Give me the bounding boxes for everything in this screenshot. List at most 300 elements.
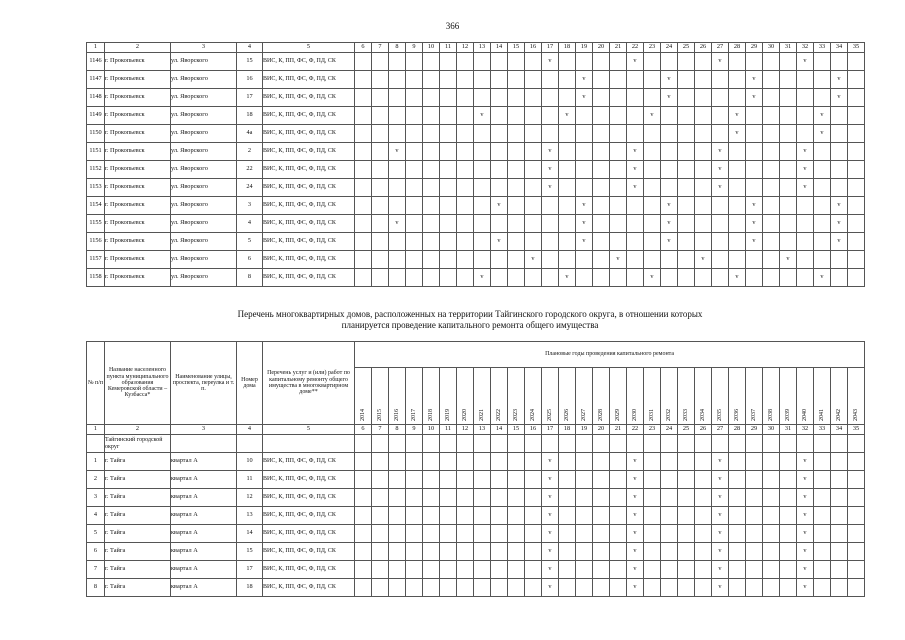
row-number: 1153 bbox=[87, 179, 105, 197]
year-cell bbox=[440, 489, 457, 507]
year-mark-cell: v bbox=[831, 215, 848, 233]
year-cell bbox=[508, 543, 525, 561]
row-street: ул. Яворского bbox=[171, 89, 237, 107]
year-cell bbox=[559, 89, 576, 107]
year-cell bbox=[661, 471, 678, 489]
year-cell bbox=[355, 251, 372, 269]
year-cell bbox=[457, 525, 474, 543]
year-cell bbox=[848, 233, 865, 251]
row-city: г. Прокопьевск bbox=[105, 197, 171, 215]
year-cell bbox=[763, 579, 780, 597]
year-cell bbox=[848, 543, 865, 561]
row-services: ВИС, К, ПП, ФС, Ф, ПД, СК bbox=[263, 233, 355, 251]
year-header-cell bbox=[729, 368, 746, 425]
year-mark-cell: v bbox=[712, 561, 729, 579]
row-number: 1151 bbox=[87, 143, 105, 161]
row-city: г. Прокопьевск bbox=[105, 107, 171, 125]
year-cell bbox=[678, 53, 695, 71]
row-street: квартал А bbox=[171, 561, 237, 579]
year-header-cell bbox=[559, 368, 576, 425]
column-number-cell: 7 bbox=[372, 43, 389, 53]
year-cell bbox=[814, 489, 831, 507]
year-cell bbox=[678, 89, 695, 107]
year-mark-cell: v bbox=[627, 525, 644, 543]
year-cell bbox=[355, 53, 372, 71]
year-cell bbox=[814, 215, 831, 233]
year-mark-cell: v bbox=[780, 251, 797, 269]
year-cell bbox=[678, 197, 695, 215]
program-table-taiga bbox=[86, 341, 865, 597]
year-cell bbox=[355, 71, 372, 89]
row-city: г. Прокопьевск bbox=[105, 89, 171, 107]
year-cell bbox=[678, 107, 695, 125]
year-cell bbox=[780, 161, 797, 179]
year-cell bbox=[542, 233, 559, 251]
year-cell bbox=[627, 197, 644, 215]
year-cell bbox=[831, 125, 848, 143]
year-cell bbox=[491, 579, 508, 597]
row-services: ВИС, К, ПП, ФС, Ф, ПД, СК bbox=[263, 215, 355, 233]
year-cell bbox=[474, 161, 491, 179]
column-number-row bbox=[87, 43, 865, 53]
year-cell bbox=[746, 161, 763, 179]
page-number: 366 bbox=[445, 21, 460, 31]
year-cell bbox=[627, 251, 644, 269]
year-cell bbox=[525, 471, 542, 489]
row-number: 1156 bbox=[87, 233, 105, 251]
year-cell bbox=[372, 453, 389, 471]
row-street: ул. Яворского bbox=[171, 71, 237, 89]
year-cell bbox=[763, 143, 780, 161]
year-header-cell bbox=[610, 368, 627, 425]
year-cell bbox=[763, 125, 780, 143]
section-empty-cell bbox=[474, 435, 491, 453]
column-number-cell: 11 bbox=[440, 43, 457, 53]
year-cell bbox=[559, 579, 576, 597]
year-cell bbox=[508, 179, 525, 197]
year-cell bbox=[525, 143, 542, 161]
table-row bbox=[87, 579, 865, 597]
year-cell bbox=[593, 125, 610, 143]
year-cell bbox=[355, 89, 372, 107]
column-number-cell: 5 bbox=[263, 43, 355, 53]
year-cell bbox=[406, 269, 423, 287]
year-cell bbox=[831, 53, 848, 71]
year-cell bbox=[355, 197, 372, 215]
year-cell bbox=[644, 251, 661, 269]
year-cell bbox=[559, 179, 576, 197]
year-cell bbox=[457, 471, 474, 489]
year-cell bbox=[661, 161, 678, 179]
year-cell bbox=[848, 89, 865, 107]
year-cell bbox=[372, 215, 389, 233]
year-cell bbox=[406, 197, 423, 215]
year-cell bbox=[372, 543, 389, 561]
row-city: г. Тайга bbox=[105, 453, 171, 471]
row-number: 4 bbox=[87, 507, 105, 525]
year-cell bbox=[610, 107, 627, 125]
year-mark-cell: v bbox=[814, 125, 831, 143]
section-empty-cell bbox=[678, 435, 695, 453]
year-cell bbox=[831, 543, 848, 561]
year-cell bbox=[542, 197, 559, 215]
year-cell bbox=[457, 251, 474, 269]
year-cell bbox=[780, 197, 797, 215]
year-mark-cell: v bbox=[797, 161, 814, 179]
row-number: 5 bbox=[87, 525, 105, 543]
year-cell bbox=[746, 471, 763, 489]
year-cell bbox=[457, 89, 474, 107]
column-number-cell: 9 bbox=[406, 43, 423, 53]
year-cell bbox=[491, 251, 508, 269]
year-cell bbox=[763, 89, 780, 107]
year-mark-cell: v bbox=[797, 143, 814, 161]
row-house: 6 bbox=[237, 251, 263, 269]
row-house: 5 bbox=[237, 233, 263, 251]
year-cell bbox=[372, 107, 389, 125]
year-cell bbox=[491, 107, 508, 125]
year-cell bbox=[508, 471, 525, 489]
year-mark-cell: v bbox=[729, 269, 746, 287]
year-cell bbox=[729, 179, 746, 197]
year-cell bbox=[593, 561, 610, 579]
column-number-cell: 2 bbox=[105, 43, 171, 53]
row-street: ул. Яворского bbox=[171, 179, 237, 197]
year-label: 2021 bbox=[478, 409, 485, 421]
row-street: ул. Яворского bbox=[171, 143, 237, 161]
year-cell bbox=[474, 233, 491, 251]
year-cell bbox=[848, 489, 865, 507]
year-cell bbox=[542, 107, 559, 125]
year-cell bbox=[695, 143, 712, 161]
year-cell bbox=[474, 525, 491, 543]
year-mark-cell: v bbox=[712, 471, 729, 489]
year-mark-cell: v bbox=[542, 561, 559, 579]
year-cell bbox=[508, 143, 525, 161]
year-cell bbox=[576, 161, 593, 179]
row-services: ВИС, К, ПП, ФС, Ф, ПД, СК bbox=[263, 125, 355, 143]
year-cell bbox=[729, 197, 746, 215]
section-row bbox=[87, 435, 865, 453]
column-number-cell: 10 bbox=[423, 425, 440, 435]
column-number-cell: 29 bbox=[746, 43, 763, 53]
table-row bbox=[87, 125, 865, 143]
year-cell bbox=[814, 251, 831, 269]
header-street: Наименование улицы, проспекта, переулка и т. п. bbox=[171, 342, 237, 425]
year-cell bbox=[576, 251, 593, 269]
table-row bbox=[87, 215, 865, 233]
column-number-cell: 23 bbox=[644, 425, 661, 435]
year-cell bbox=[355, 107, 372, 125]
year-mark-cell: v bbox=[797, 525, 814, 543]
year-mark-cell: v bbox=[695, 251, 712, 269]
row-street: квартал А bbox=[171, 543, 237, 561]
year-cell bbox=[355, 543, 372, 561]
year-cell bbox=[746, 269, 763, 287]
column-number-cell: 1 bbox=[87, 43, 105, 53]
year-cell bbox=[644, 197, 661, 215]
year-cell bbox=[491, 471, 508, 489]
year-cell bbox=[406, 89, 423, 107]
year-cell bbox=[457, 197, 474, 215]
year-cell bbox=[746, 143, 763, 161]
section-title-line1: Перечень многоквартирных домов, расположенных на территории Тайгинского городского округа, в отношении которых bbox=[237, 309, 703, 319]
column-number-cell: 27 bbox=[712, 43, 729, 53]
year-cell bbox=[678, 561, 695, 579]
table-row bbox=[87, 107, 865, 125]
year-cell bbox=[763, 215, 780, 233]
year-cell bbox=[763, 107, 780, 125]
year-cell bbox=[848, 561, 865, 579]
year-cell bbox=[440, 453, 457, 471]
year-cell bbox=[763, 179, 780, 197]
row-services: ВИС, К, ПП, ФС, Ф, ПД, СК bbox=[263, 507, 355, 525]
year-cell bbox=[644, 161, 661, 179]
year-mark-cell: v bbox=[712, 507, 729, 525]
year-cell bbox=[389, 269, 406, 287]
year-cell bbox=[848, 53, 865, 71]
row-services: ВИС, К, ПП, ФС, Ф, ПД, СК bbox=[263, 453, 355, 471]
row-city: г. Тайга bbox=[105, 525, 171, 543]
year-mark-cell: v bbox=[576, 197, 593, 215]
year-cell bbox=[525, 197, 542, 215]
table-row bbox=[87, 53, 865, 71]
row-city: г. Прокопьевск bbox=[105, 125, 171, 143]
year-cell bbox=[576, 179, 593, 197]
header-row bbox=[87, 342, 865, 368]
year-cell bbox=[559, 71, 576, 89]
year-mark-cell: v bbox=[644, 107, 661, 125]
year-cell bbox=[423, 489, 440, 507]
year-cell bbox=[763, 507, 780, 525]
year-cell bbox=[372, 269, 389, 287]
year-cell bbox=[610, 89, 627, 107]
year-cell bbox=[372, 179, 389, 197]
year-cell bbox=[423, 233, 440, 251]
year-cell bbox=[695, 53, 712, 71]
year-cell bbox=[457, 453, 474, 471]
year-cell bbox=[474, 561, 491, 579]
year-cell bbox=[644, 125, 661, 143]
year-cell bbox=[423, 53, 440, 71]
year-cell bbox=[372, 197, 389, 215]
year-cell bbox=[610, 561, 627, 579]
year-cell bbox=[593, 53, 610, 71]
year-header-cell bbox=[644, 368, 661, 425]
column-number-cell: 29 bbox=[746, 425, 763, 435]
year-cell bbox=[746, 579, 763, 597]
year-label: 2026 bbox=[563, 409, 570, 421]
year-cell bbox=[559, 215, 576, 233]
year-label: 2023 bbox=[512, 409, 519, 421]
year-cell bbox=[423, 107, 440, 125]
year-cell bbox=[423, 143, 440, 161]
year-cell bbox=[763, 453, 780, 471]
year-cell bbox=[372, 525, 389, 543]
year-cell bbox=[763, 471, 780, 489]
year-cell bbox=[746, 125, 763, 143]
year-cell bbox=[559, 561, 576, 579]
year-cell bbox=[746, 53, 763, 71]
column-number-cell: 16 bbox=[525, 425, 542, 435]
row-house: 18 bbox=[237, 107, 263, 125]
section-empty-cell bbox=[525, 435, 542, 453]
section-blank bbox=[87, 435, 105, 453]
year-mark-cell: v bbox=[797, 53, 814, 71]
year-cell bbox=[355, 215, 372, 233]
column-number-cell: 33 bbox=[814, 43, 831, 53]
year-mark-cell: v bbox=[746, 197, 763, 215]
year-cell bbox=[508, 197, 525, 215]
year-cell bbox=[440, 71, 457, 89]
year-cell bbox=[389, 471, 406, 489]
year-mark-cell: v bbox=[746, 89, 763, 107]
row-city: г. Тайга bbox=[105, 561, 171, 579]
section-empty-cell bbox=[797, 435, 814, 453]
year-cell bbox=[610, 53, 627, 71]
year-cell bbox=[423, 543, 440, 561]
year-cell bbox=[576, 561, 593, 579]
year-cell bbox=[389, 489, 406, 507]
year-cell bbox=[542, 125, 559, 143]
year-header-cell bbox=[780, 368, 797, 425]
column-number-cell: 30 bbox=[763, 425, 780, 435]
section-empty-cell bbox=[508, 435, 525, 453]
year-cell bbox=[355, 525, 372, 543]
row-city: г. Прокопьевск bbox=[105, 179, 171, 197]
year-cell bbox=[525, 233, 542, 251]
row-street: ул. Яворского bbox=[171, 269, 237, 287]
year-cell bbox=[712, 197, 729, 215]
year-cell bbox=[712, 71, 729, 89]
table-row bbox=[87, 161, 865, 179]
year-cell bbox=[406, 107, 423, 125]
program-table-prokopyevsk bbox=[86, 42, 865, 287]
year-mark-cell: v bbox=[542, 543, 559, 561]
table-row bbox=[87, 71, 865, 89]
year-cell bbox=[474, 143, 491, 161]
year-cell bbox=[814, 561, 831, 579]
year-header-cell bbox=[831, 368, 848, 425]
row-street: квартал А bbox=[171, 453, 237, 471]
year-cell bbox=[780, 525, 797, 543]
year-cell bbox=[814, 453, 831, 471]
year-cell bbox=[814, 507, 831, 525]
year-mark-cell: v bbox=[797, 471, 814, 489]
year-cell bbox=[695, 89, 712, 107]
column-number-cell: 6 bbox=[355, 43, 372, 53]
section-empty-cell bbox=[406, 435, 423, 453]
year-cell bbox=[525, 71, 542, 89]
year-cell bbox=[712, 251, 729, 269]
year-cell bbox=[593, 161, 610, 179]
year-cell bbox=[593, 143, 610, 161]
year-cell bbox=[474, 471, 491, 489]
year-mark-cell: v bbox=[644, 269, 661, 287]
year-mark-cell: v bbox=[389, 215, 406, 233]
year-cell bbox=[474, 197, 491, 215]
column-number-cell: 24 bbox=[661, 43, 678, 53]
year-cell bbox=[542, 89, 559, 107]
year-mark-cell: v bbox=[542, 579, 559, 597]
year-mark-cell: v bbox=[389, 143, 406, 161]
row-street: ул. Яворского bbox=[171, 215, 237, 233]
column-number-cell: 17 bbox=[542, 425, 559, 435]
year-cell bbox=[559, 471, 576, 489]
year-cell bbox=[423, 269, 440, 287]
year-cell bbox=[729, 471, 746, 489]
year-cell bbox=[372, 561, 389, 579]
year-cell bbox=[440, 107, 457, 125]
year-header-cell bbox=[389, 368, 406, 425]
row-city: г. Тайга bbox=[105, 579, 171, 597]
section-empty-cell bbox=[644, 435, 661, 453]
year-mark-cell: v bbox=[627, 489, 644, 507]
column-number-cell: 27 bbox=[712, 425, 729, 435]
year-cell bbox=[372, 489, 389, 507]
year-cell bbox=[661, 579, 678, 597]
year-cell bbox=[848, 107, 865, 125]
year-cell bbox=[644, 453, 661, 471]
year-cell bbox=[474, 543, 491, 561]
year-mark-cell: v bbox=[814, 269, 831, 287]
year-mark-cell: v bbox=[627, 543, 644, 561]
year-cell bbox=[559, 489, 576, 507]
year-cell bbox=[355, 143, 372, 161]
year-cell bbox=[389, 107, 406, 125]
row-city: г. Тайга bbox=[105, 489, 171, 507]
column-number-cell: 34 bbox=[831, 425, 848, 435]
year-label: 2015 bbox=[376, 409, 383, 421]
column-number-cell: 15 bbox=[508, 425, 525, 435]
row-number: 1155 bbox=[87, 215, 105, 233]
year-cell bbox=[644, 579, 661, 597]
year-cell bbox=[797, 71, 814, 89]
year-cell bbox=[457, 161, 474, 179]
year-label: 2016 bbox=[393, 409, 400, 421]
year-cell bbox=[678, 233, 695, 251]
year-cell bbox=[355, 179, 372, 197]
row-house: 8 bbox=[237, 269, 263, 287]
year-cell bbox=[559, 53, 576, 71]
year-cell bbox=[712, 215, 729, 233]
row-number: 1157 bbox=[87, 251, 105, 269]
section-empty-cell bbox=[559, 435, 576, 453]
row-street: ул. Яворского bbox=[171, 161, 237, 179]
row-house: 2 bbox=[237, 143, 263, 161]
year-cell bbox=[797, 215, 814, 233]
year-mark-cell: v bbox=[797, 507, 814, 525]
year-cell bbox=[576, 269, 593, 287]
year-cell bbox=[644, 489, 661, 507]
year-cell bbox=[440, 543, 457, 561]
year-cell bbox=[610, 489, 627, 507]
year-cell bbox=[729, 161, 746, 179]
year-cell bbox=[848, 71, 865, 89]
year-cell bbox=[440, 179, 457, 197]
row-street: ул. Яворского bbox=[171, 251, 237, 269]
year-cell bbox=[474, 179, 491, 197]
section-empty-cell bbox=[780, 435, 797, 453]
year-cell bbox=[406, 561, 423, 579]
row-services: ВИС, К, ПП, ФС, Ф, ПД, СК bbox=[263, 543, 355, 561]
year-mark-cell: v bbox=[746, 233, 763, 251]
year-cell bbox=[355, 579, 372, 597]
column-number-cell: 4 bbox=[237, 43, 263, 53]
column-number-cell: 3 bbox=[171, 425, 237, 435]
section-empty-cell bbox=[848, 435, 865, 453]
year-mark-cell: v bbox=[712, 543, 729, 561]
